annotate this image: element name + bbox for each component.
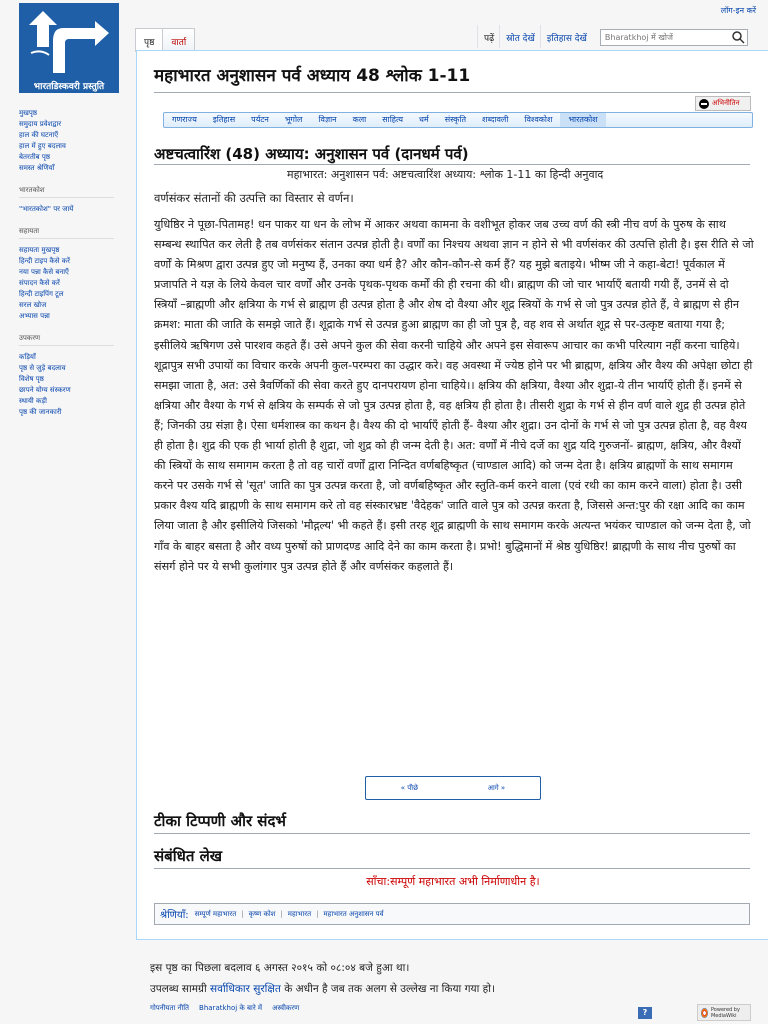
divider xyxy=(154,868,750,869)
footer-icons xyxy=(638,1004,751,1021)
related-heading: संबंधित लेख xyxy=(154,847,223,865)
mediawiki-icon xyxy=(701,1008,708,1018)
menu-item-republic[interactable]: गणराज्य xyxy=(172,115,197,124)
content-area xyxy=(136,50,768,940)
separator: | xyxy=(316,910,319,918)
sidebar-item-new-page[interactable]: नया पन्ना कैसे बनाएँ xyxy=(19,268,69,276)
site-logo[interactable] xyxy=(19,3,119,93)
sidebar-item-help[interactable]: सहायता मुखपृष्ठ xyxy=(19,246,60,254)
sidebar-heading: सहायता xyxy=(19,227,114,239)
sidebar-item-sandbox[interactable]: अभ्यास पन्ना xyxy=(19,312,50,320)
login-link[interactable]: लॉग-इन करें xyxy=(720,6,756,15)
category-link[interactable]: सम्पूर्ण महाभारत xyxy=(194,909,237,918)
divider xyxy=(154,833,750,834)
search-placeholder: Bharatkhoj में खोजें xyxy=(604,33,673,42)
sidebar-item-main-page[interactable]: मुखपृष्ठ xyxy=(19,109,38,117)
sidebar-tools xyxy=(19,334,131,418)
category-link[interactable]: महाभारत अनुशासन पर्व xyxy=(323,909,384,918)
sidebar-bharatkosh xyxy=(19,186,131,215)
categories-label[interactable]: श्रेणियाँ: xyxy=(160,910,189,921)
chapter-subtitle: महाभारत: अनुशासन पर्व: अष्टचत्वारिंश अध्याय: श्लोक 1-11 का हिन्दी अनुवाद xyxy=(287,168,604,181)
tab-read[interactable]: पढ़ें xyxy=(477,25,500,48)
sidebar-item-page-info[interactable]: पृष्ठ की जानकारी xyxy=(19,408,62,416)
adult-content-button[interactable] xyxy=(695,96,751,111)
search-input[interactable] xyxy=(600,29,748,46)
sidebar-heading: उपकरण xyxy=(19,334,114,346)
category-link[interactable]: महाभारत xyxy=(287,909,312,918)
sidebar-nav xyxy=(19,108,131,174)
chapter-heading: अष्टचत्वारिंश (48) अध्याय: अनुशासन पर्व (दानधर्म पर्व) xyxy=(154,145,469,163)
sidebar-item-hindi-typing[interactable]: हिन्दी टाइप कैसे करें xyxy=(19,257,70,265)
next-link[interactable]: आगे » xyxy=(487,783,506,792)
tab-history[interactable]: इतिहास देखें xyxy=(540,25,593,48)
category-box xyxy=(154,903,750,925)
page-title: महाभारत अनुशासन पर्व अध्याय 48 श्लोक 1-11 xyxy=(154,63,750,93)
no-entry-icon xyxy=(699,99,709,109)
license-line xyxy=(150,979,495,1000)
menu-item-geography[interactable]: भूगोल xyxy=(284,115,303,124)
tab-page[interactable]: पृष्ठ xyxy=(135,28,163,52)
menu-item-history[interactable]: इतिहास xyxy=(212,115,236,124)
sidebar-item-special-pages[interactable]: विशेष पृष्ठ xyxy=(19,375,44,383)
menu-item-glossary[interactable]: शब्दावली xyxy=(482,115,509,124)
sidebar-item-goto-bharatkosh[interactable]: "भारतकोश" पर जायें xyxy=(19,205,74,213)
sidebar-item-related-changes[interactable]: पृष्ठ से जुड़े बदलाव xyxy=(19,364,66,372)
namespace-tabs xyxy=(135,28,194,52)
help-icon[interactable]: ? xyxy=(638,1007,652,1019)
tab-discussion[interactable]: वार्ता xyxy=(162,28,195,52)
category-menu xyxy=(163,112,753,128)
menu-item-culture[interactable]: संस्कृति xyxy=(444,115,467,124)
menu-item-bharatkosh[interactable]: भारतकोश xyxy=(560,113,605,127)
sidebar-heading: भारतकोश xyxy=(19,186,114,198)
separator: | xyxy=(280,910,283,918)
article-paragraph: युधिष्ठिर ने पूछा-पितामह! धन पाकर या धन के लोभ में आकर अथवा कामना के वशीभूत होकर जब उच्च वर्ण की स्त्री नीच वर्ण के पुरुष के साथ सम्बन्ध स्थापित कर लेती है तब वर्णसंकर संतान उत्पन्न होती है। वर्णों का निश्चय अथवा ज्ञान न होने से भी वर्णसंकर की उत्पत्ति होती है। इस रीति से जो वर्णों के मिश्रण द्वारा उत्पन्न हुए जो मनुष्य हैं, उनका क्या धर्म है? और कौन-कौन-से कर्म हैं? यह मुझे बताइये। भीष्म जी ने कहा-बेटा! पूर्वकाल में प्रजापति ने यज्ञ के लिये केवल चार वर्णों और उनके पृथक-पृथक कर्मों की ही रचना की थी। ब्राह्मण की जो चार भार्याएँ बतायी गयी हैं, उनमें से दो स्त्रियाँ –ब्राह्मणी और क्षत्रिया के गर्भ से ब्राह्मण ही उत्पन्न होता है और शेष दो वैश्या और शूद्र स्त्रियों के गर्भ से जो पुत्र उत्पन्न होते हैं, वे ब्राह्मण से हीन क्रमश: माता की जाति के समझे जाते हैं। शूद्राके गर्भ से उत्पन्न हुआ ब्राह्मण का ही जो पुत्र है, वह शव से अर्थात शूद्र से पर-उत्कृष्ट बताया गया है; इसीलिये ऋषिगण उसे पारशव कहते हैं। उसे अपने कुल की सेवा करनी चाहिये और अपने इस सेवारूप आचार का कभी परित्याग नहीं करना चाहिये। शूद्रापुत्र सभी उपायों का विचार करके अपनी कुल-परम्परा का उद्धार करे। वह अवस्था में ज्येष्ठ होने पर भी ब्राह्मण, क्षत्रिय और वैश्य की अपेक्षा छोटा ही समझा जाता है, अत: उसे त्रैवर्णिकों की सेवा करते हुए दानपरायण होना चाहिये।। क्षत्रिय की क्षत्रिया, वैश्या और शुद्रा-ये तीन भार्याएँ होती हैं। इनमें से क्षत्रिया और वैश्या के गर्भ से क्षत्रिय के सम्पर्क से जो पुत्र उत्पन्न होता है, वह क्षत्रिय ही होता है। तीसरी शुद्रा के गर्भ से हीन वर्ण वाले शुद्र ही उत्पन्न होते हैं; जिनकी उग्र संज्ञा है। ऐसा धर्मशास्त्र का कथन है। वैश्य की दो भार्याएँ होती हैं- वैश्या और शुद्रा। उन दोनों के गर्भ से जो पुत्र उत्पन्न होता है, वह वैश्य ही होता है। शुद्र की एक ही भार्या होती है शुद्रा, जो शुद्र को ही जन्म देती है। अत: वर्णों में नीचे दर्जे का शुद्र यदि गुरुजनों- ब्राह्मण, क्षत्रिय, और वैश्यों की स्त्रियों के साथ समागम करता है तो वह चारों वर्णों द्वारा निन्दित वर्णबहिष्कृत (चाण्डाल आदि) को जन्म देता है। क्षत्रिय ब्राह्मणों के साथ समागम करने पर उसके गर्भ से 'सूत' जाति का पुत्र उत्पन्न करता है, जो वर्णबहिष्कृत और स्तुति-कर्म करने वाला (एवं रथी का काम करने वाला) होता है। उसी प्रकार वैश्य यदि ब्राह्मणी के साथ समागम करे तो वह संस्कारभ्रष्ट 'वैदेहक' जाति वाले पुत्र को उत्पन्न करता है, जिससे अन्त:पुर की रक्षा आदि का काम लिया जाता है और इसीलिये जिसको 'मौद्गल्य' भी कहते हैं। इसी तरह शूद्र ब्राह्मणी के साथ समागम करके अत्यन्त भयंकर चाण्डाल को जन्म देता है, जो गाँव के बाहर बसता है और वध्य पुरुषों को प्राणदण्ड आदि देने का काम करता है। प्रभो! बुद्धिमानों में श्रेष्ठ युधिष्ठिर! ब्राह्मणी के साथ नीच पुरुषों का संसर्ग होने पर ये सभी कुलांगार पुत्र उत्पन्न होते हैं और वर्णसंकर कहलाते हैं। xyxy=(154,218,754,573)
logo-arrows-icon xyxy=(19,3,119,81)
sidebar-item-permanent-link[interactable]: स्थायी कड़ी xyxy=(19,397,47,405)
footer xyxy=(150,958,495,1000)
sidebar-item-typing-tool[interactable]: हिन्दी टाइपिंग टूल xyxy=(19,290,64,298)
privacy-policy-link[interactable]: गोपनीयता नीति xyxy=(150,1004,190,1012)
license-post: के अधीन है जब तक अलग से उल्लेख ना किया गया हो। xyxy=(284,983,495,995)
chapter-intro: वर्णसंकर संतानों की उत्पत्ति का विस्तार से वर्णन। xyxy=(154,191,354,205)
sidebar-item-random-page[interactable]: बेतरतीब पृष्ठ xyxy=(19,153,50,161)
notes-heading: टीका टिप्पणी और संदर्भ xyxy=(154,812,286,830)
last-modified: इस पृष्ठ का पिछला बदलाव ६ अगस्त २०१५ को ०८:०४ बजे हुआ था। xyxy=(150,962,410,974)
license-pre: उपलब्ध सामग्री xyxy=(150,983,207,995)
pager xyxy=(365,776,541,800)
menu-item-literature[interactable]: साहित्य xyxy=(382,115,404,124)
logo-tagline: भारतडिस्कवरी प्रस्तुति xyxy=(33,82,105,92)
menu-item-tourism[interactable]: पर्यटन xyxy=(251,115,269,124)
sidebar-item-simple-search[interactable]: सरल खोज xyxy=(19,301,47,309)
tab-view-source[interactable]: स्रोत देखें xyxy=(499,25,541,48)
template-notice[interactable]: साँचा:सम्पूर्ण महाभारत अभी निर्माणाधीन है। xyxy=(366,875,540,888)
article-body xyxy=(154,215,754,577)
previous-link[interactable]: « पीछे xyxy=(400,783,418,792)
powered-by-label: Powered by MediaWiki xyxy=(710,1006,740,1019)
separator: | xyxy=(241,910,244,918)
footer-links xyxy=(150,1004,299,1013)
sidebar-help xyxy=(19,227,131,322)
sidebar-item-all-categories[interactable]: समस्त श्रेणियाँ xyxy=(19,164,55,172)
sidebar-item-recent-events[interactable]: हाल की घटनाएँ xyxy=(19,131,59,139)
divider xyxy=(154,164,750,165)
menu-item-religion[interactable]: धर्म xyxy=(419,115,429,124)
sidebar-item-printable[interactable]: छापने योग्य संस्करण xyxy=(19,386,71,394)
category-link[interactable]: कृष्ण कोश xyxy=(248,909,276,918)
view-tabs xyxy=(477,25,748,48)
menu-item-science[interactable]: विज्ञान xyxy=(318,115,337,124)
adult-content-label: अभिनीतिन xyxy=(712,99,740,107)
sidebar-item-links[interactable]: कड़ियाँ xyxy=(19,353,36,361)
menu-item-encyclopedia[interactable]: विश्वकोश xyxy=(524,115,553,124)
about-link[interactable]: Bharatkhoj के बारे में xyxy=(199,1004,263,1012)
sidebar xyxy=(19,108,131,430)
mediawiki-badge[interactable] xyxy=(697,1004,751,1021)
sidebar-item-community[interactable]: समुदाय प्रवेशद्वार xyxy=(19,120,62,128)
search-icon[interactable] xyxy=(731,30,747,45)
copyright-link[interactable]: सर्वाधिकार सुरक्षित xyxy=(210,983,281,995)
disclaimer-link[interactable]: अस्वीकरण xyxy=(272,1004,300,1012)
sidebar-item-recent-changes[interactable]: हाल में हुए बदलाव xyxy=(19,142,66,150)
sidebar-item-how-to-edit[interactable]: संपादन कैसे करें xyxy=(19,279,60,287)
menu-item-art[interactable]: कला xyxy=(352,115,367,124)
